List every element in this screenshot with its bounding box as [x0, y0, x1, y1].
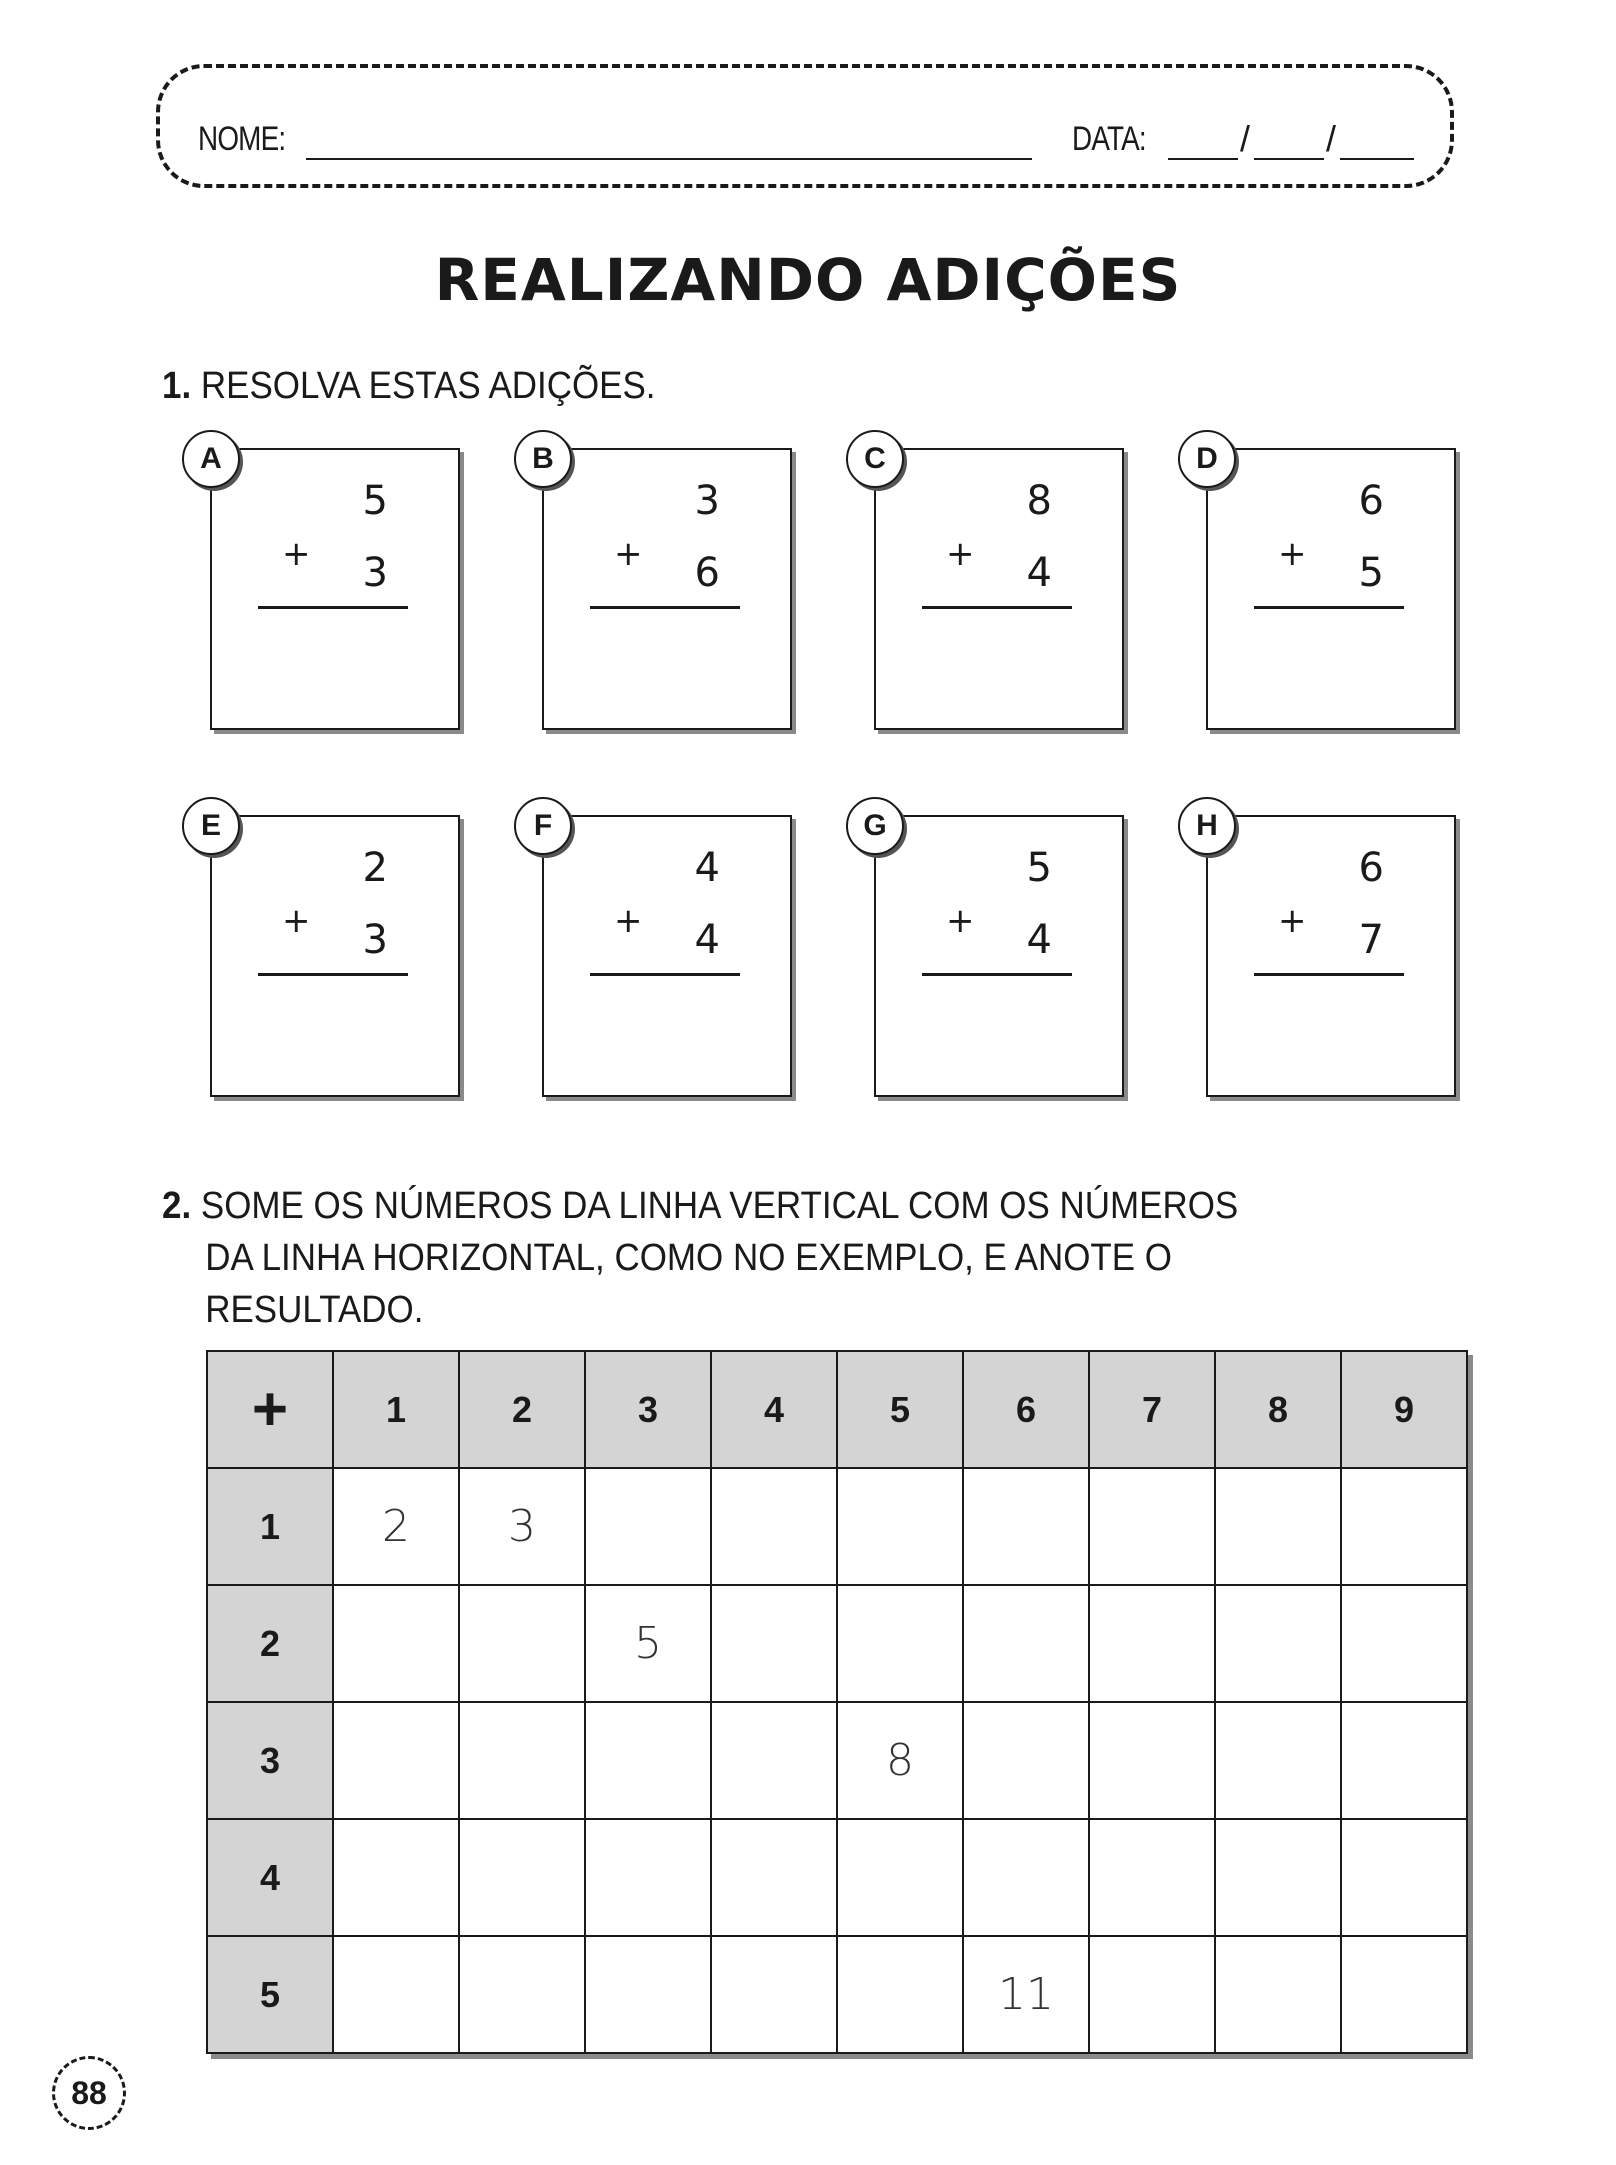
table-cell[interactable]	[333, 1936, 459, 2053]
question-1-text: RESOLVA ESTAS ADIÇÕES.	[200, 365, 656, 407]
column-header: 5	[837, 1351, 963, 1468]
plus-sign: +	[614, 901, 643, 941]
question-1	[162, 360, 656, 412]
plus-sign: +	[946, 901, 975, 941]
column-header: 3	[585, 1351, 711, 1468]
table-cell[interactable]	[1341, 1819, 1467, 1936]
sum-line	[258, 973, 408, 976]
table-cell[interactable]	[585, 1819, 711, 1936]
row-header: 1	[207, 1468, 333, 1585]
plus-sign: +	[614, 534, 643, 574]
table-cell[interactable]	[459, 1585, 585, 1702]
table-cell[interactable]	[1215, 1819, 1341, 1936]
table-cell[interactable]	[1089, 1936, 1215, 2053]
table-cell[interactable]	[333, 1585, 459, 1702]
first-addend: 8	[1026, 478, 1052, 524]
row-header: 5	[207, 1936, 333, 2053]
table-cell[interactable]	[1341, 1585, 1467, 1702]
table-cell[interactable]	[711, 1585, 837, 1702]
exercise-letter-badge: D	[1178, 430, 1236, 488]
exercise-letter-badge: C	[846, 430, 904, 488]
addition-table-wrapper	[206, 1350, 1468, 2054]
table-cell[interactable]	[585, 1468, 711, 1585]
sum-line	[1254, 606, 1404, 609]
table-cell[interactable]	[1089, 1819, 1215, 1936]
table-row	[207, 1468, 1467, 1585]
table-row	[207, 1702, 1467, 1819]
table-row	[207, 1819, 1467, 1936]
date-separator: /	[1326, 118, 1337, 159]
second-addend: 6	[694, 550, 720, 596]
table-cell[interactable]	[585, 1936, 711, 2053]
table-cell[interactable]	[1341, 1936, 1467, 2053]
table-cell[interactable]	[459, 1819, 585, 1936]
plus-sign: +	[946, 534, 975, 574]
table-cell[interactable]	[963, 1702, 1089, 1819]
table-cell[interactable]	[837, 1468, 963, 1585]
second-addend: 7	[1358, 917, 1384, 963]
first-addend: 5	[362, 478, 388, 524]
table-cell[interactable]	[963, 1468, 1089, 1585]
addition-box	[1196, 442, 1456, 730]
addition-box	[200, 809, 460, 1097]
second-addend: 3	[362, 550, 388, 596]
name-field[interactable]	[306, 158, 1032, 160]
question-2-number: 2.	[162, 1185, 192, 1227]
second-addend: 4	[1026, 917, 1052, 963]
addition-box	[863, 809, 1124, 1097]
column-header: 4	[711, 1351, 837, 1468]
name-label: NOME:	[198, 120, 286, 158]
table-corner-plus: +	[207, 1351, 333, 1468]
table-cell[interactable]	[1089, 1468, 1215, 1585]
row-header: 4	[207, 1819, 333, 1936]
addition-box	[1196, 809, 1456, 1097]
row-header: 3	[207, 1702, 333, 1819]
column-header: 8	[1215, 1351, 1341, 1468]
plus-sign: +	[282, 901, 311, 941]
sum-line	[922, 606, 1072, 609]
table-cell[interactable]	[1215, 1702, 1341, 1819]
plus-sign: +	[1278, 534, 1307, 574]
exercise-letter-badge: B	[514, 430, 572, 488]
second-addend: 4	[1026, 550, 1052, 596]
column-header: 9	[1341, 1351, 1467, 1468]
table-cell[interactable]	[1341, 1468, 1467, 1585]
addition-box	[533, 809, 792, 1097]
table-cell[interactable]	[459, 1936, 585, 2053]
first-addend: 5	[1026, 845, 1052, 891]
question-1-number: 1.	[162, 365, 192, 407]
question-2-line-3: RESULTADO.	[205, 1289, 424, 1331]
table-header-row	[207, 1351, 1467, 1468]
table-cell[interactable]	[1341, 1702, 1467, 1819]
column-header: 2	[459, 1351, 585, 1468]
question-2-line-1: SOME OS NÚMEROS DA LINHA VERTICAL COM OS NÚMEROS	[200, 1185, 1239, 1227]
date-label: DATA:	[1072, 120, 1146, 158]
table-cell[interactable]	[333, 1702, 459, 1819]
table-cell[interactable]	[837, 1936, 963, 2053]
sum-line	[1254, 973, 1404, 976]
table-row	[207, 1585, 1467, 1702]
table-cell[interactable]	[711, 1702, 837, 1819]
sum-line	[258, 606, 408, 609]
table-cell[interactable]	[711, 1819, 837, 1936]
table-cell[interactable]	[459, 1702, 585, 1819]
addition-box	[864, 442, 1124, 730]
first-addend: 6	[1358, 845, 1384, 891]
table-cell[interactable]	[963, 1819, 1089, 1936]
exercise-letter-badge: A	[182, 430, 240, 488]
question-2-line-2: DA LINHA HORIZONTAL, COMO NO EXEMPLO, E ANOTE O	[205, 1237, 1173, 1279]
column-header: 1	[333, 1351, 459, 1468]
table-cell[interactable]	[837, 1585, 963, 1702]
table-cell[interactable]	[1089, 1585, 1215, 1702]
second-addend: 5	[1358, 550, 1384, 596]
addition-box	[200, 442, 460, 730]
page-number: 88	[52, 2056, 126, 2130]
table-cell[interactable]	[1215, 1468, 1341, 1585]
exercise-letter-badge: H	[1178, 797, 1236, 855]
table-cell[interactable]: 8	[837, 1702, 963, 1819]
first-addend: 2	[362, 845, 388, 891]
table-cell[interactable]: 3	[459, 1468, 585, 1585]
table-cell[interactable]	[963, 1585, 1089, 1702]
sum-line	[922, 973, 1072, 976]
addition-table	[206, 1350, 1468, 2054]
exercise-letter-badge: E	[182, 797, 240, 855]
date-day-field[interactable]	[1168, 158, 1238, 160]
addition-box	[532, 442, 792, 730]
date-separator: /	[1240, 118, 1251, 159]
question-2	[162, 1180, 1303, 1336]
column-header: 7	[1089, 1351, 1215, 1468]
sum-line	[590, 606, 740, 609]
table-cell[interactable]	[333, 1819, 459, 1936]
table-row	[207, 1936, 1467, 2053]
second-addend: 3	[362, 917, 388, 963]
table-cell[interactable]	[1215, 1936, 1341, 2053]
first-addend: 6	[1358, 478, 1384, 524]
table-cell[interactable]	[837, 1819, 963, 1936]
first-addend: 3	[694, 478, 720, 524]
table-cell[interactable]	[1215, 1585, 1341, 1702]
table-cell[interactable]	[585, 1702, 711, 1819]
second-addend: 4	[694, 917, 720, 963]
date-month-field[interactable]	[1254, 158, 1324, 160]
table-cell[interactable]: 11	[963, 1936, 1089, 2053]
name-date-header	[156, 64, 1454, 188]
exercise-letter-badge: G	[846, 797, 904, 855]
table-cell[interactable]	[711, 1468, 837, 1585]
date-year-field[interactable]	[1340, 158, 1414, 160]
plus-sign: +	[1278, 901, 1307, 941]
column-header: 6	[963, 1351, 1089, 1468]
table-cell[interactable]	[711, 1936, 837, 2053]
plus-sign: +	[282, 534, 311, 574]
table-cell[interactable]	[1089, 1702, 1215, 1819]
sum-line	[590, 973, 740, 976]
table-cell[interactable]: 5	[585, 1585, 711, 1702]
row-header: 2	[207, 1585, 333, 1702]
first-addend: 4	[694, 845, 720, 891]
table-cell[interactable]: 2	[333, 1468, 459, 1585]
page-title: REALIZANDO ADIÇÕES	[434, 246, 1182, 314]
exercise-letter-badge: F	[514, 797, 572, 855]
